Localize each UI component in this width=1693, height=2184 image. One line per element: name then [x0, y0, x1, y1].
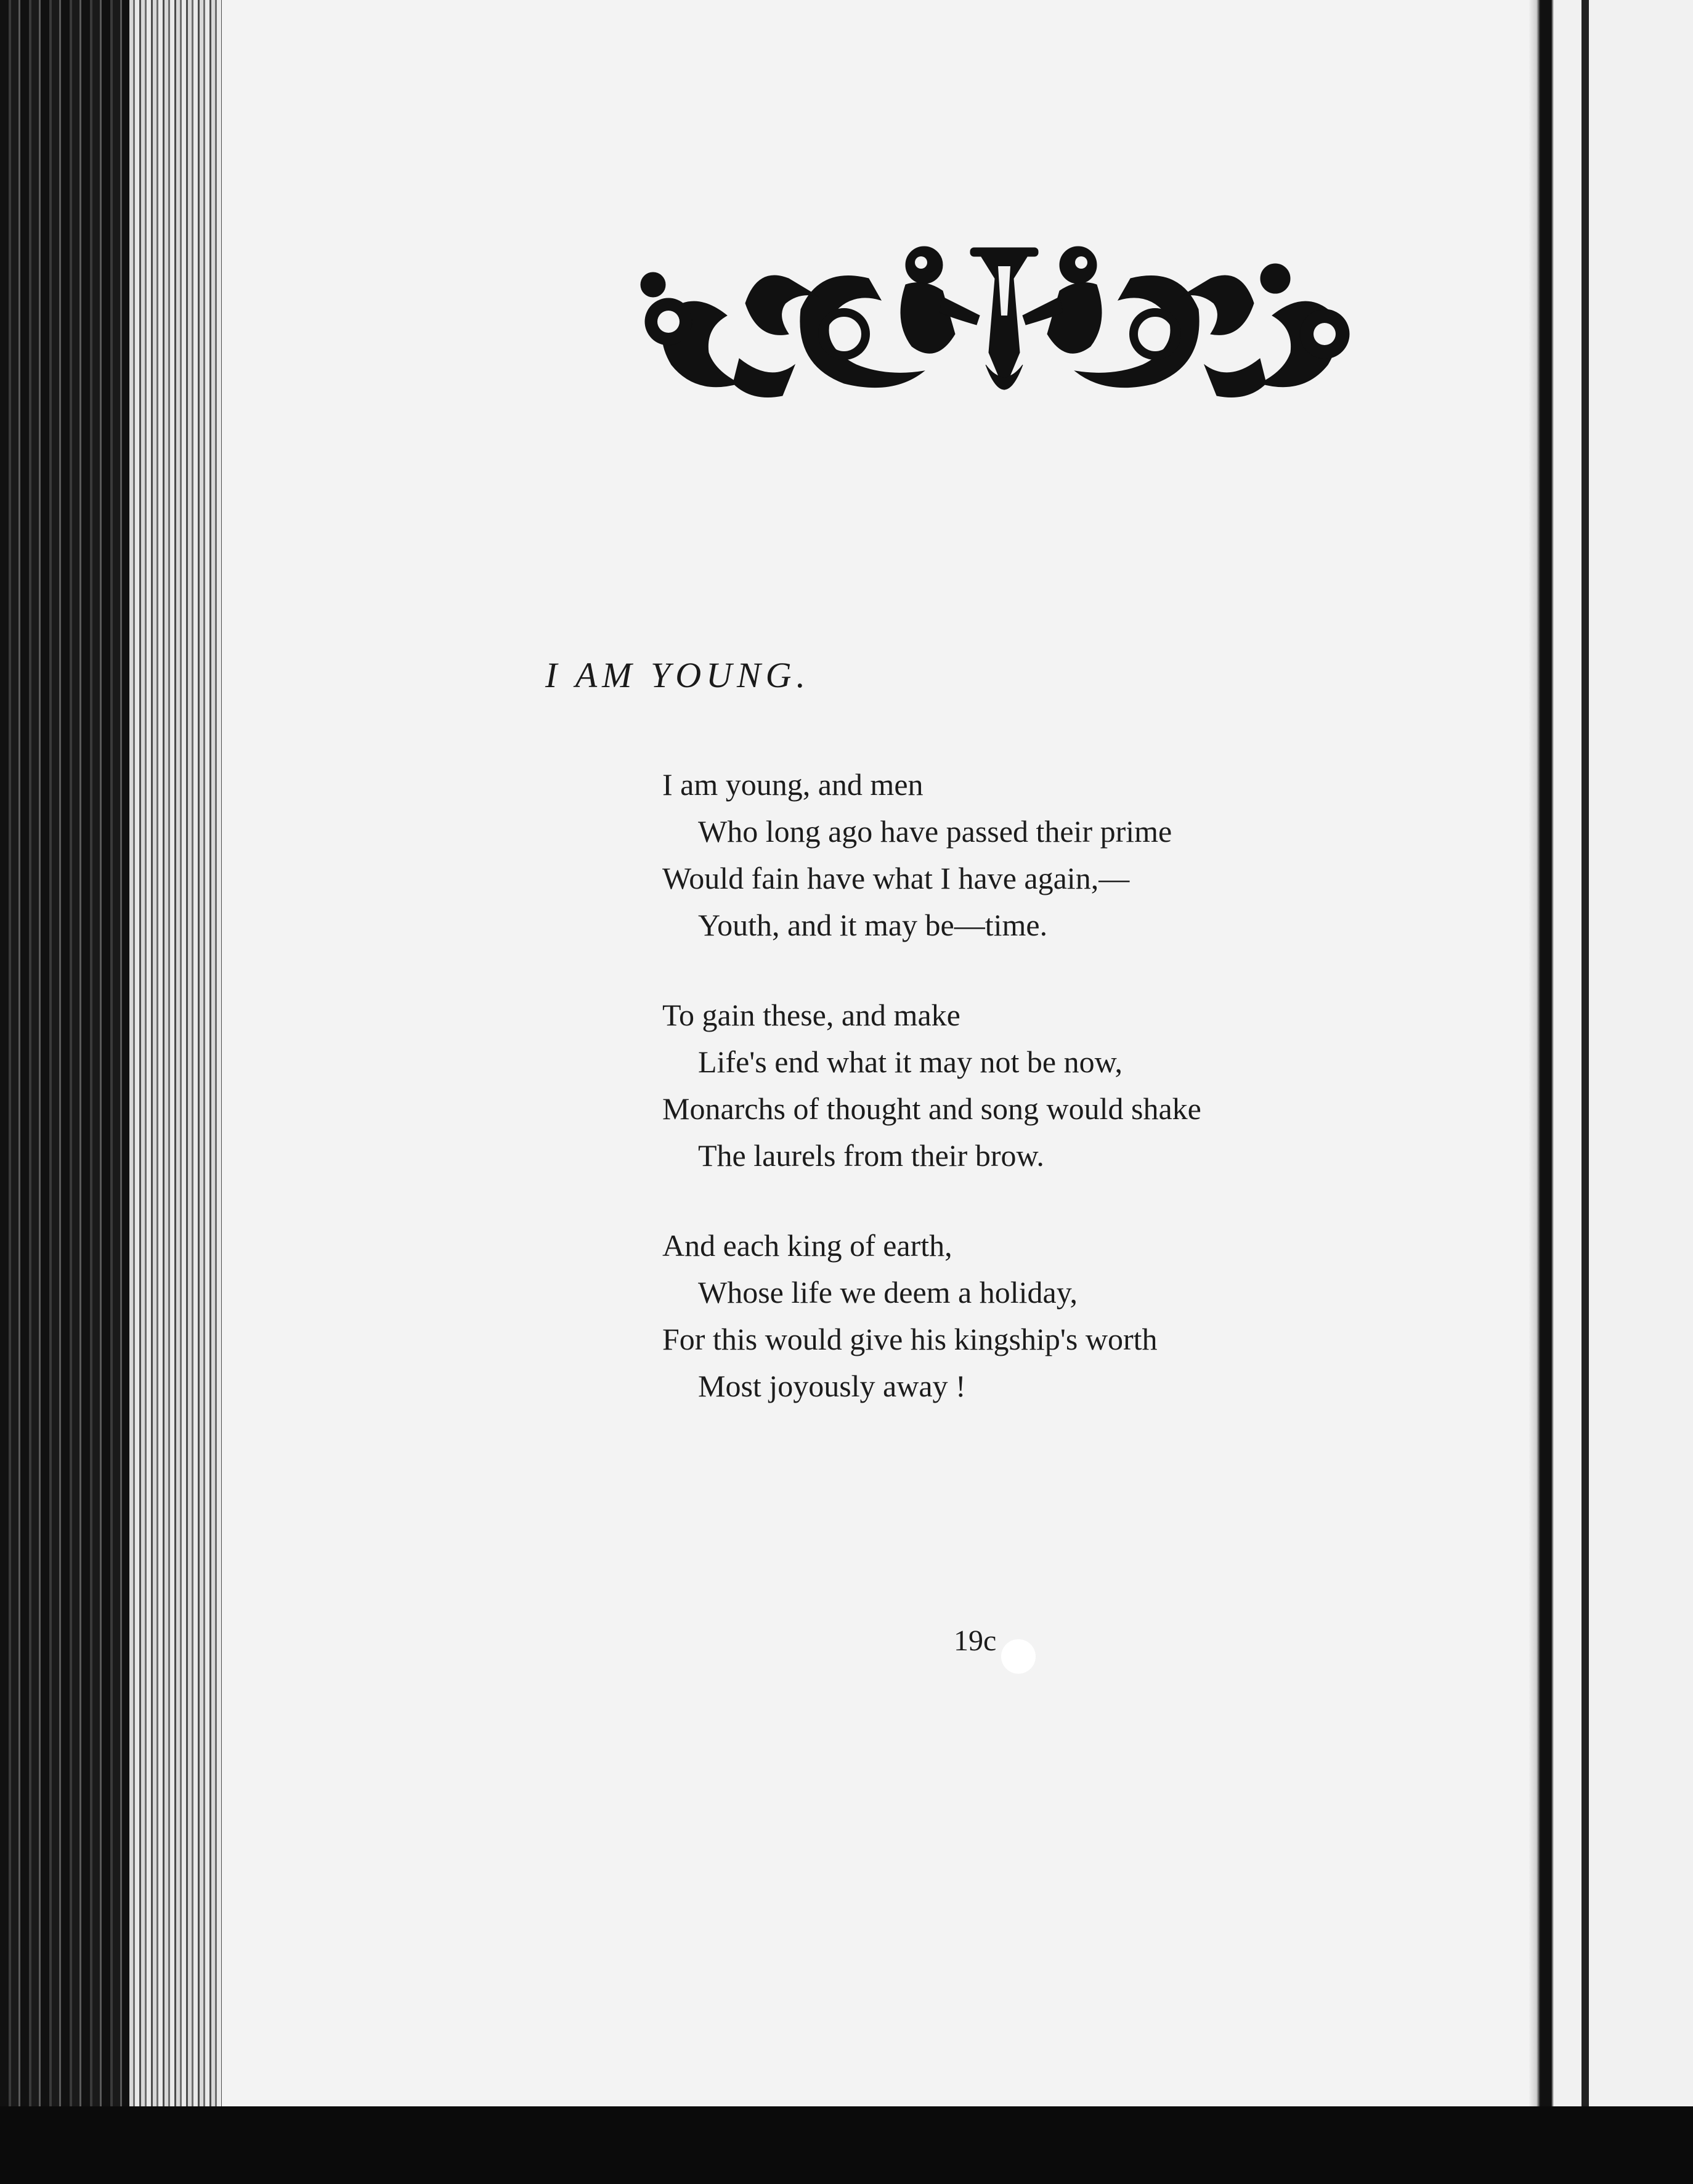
- scan-blot: [1001, 1639, 1036, 1674]
- poem-body: [662, 761, 1371, 1453]
- poem-line: Youth, and it may be—time.: [698, 908, 1048, 942]
- decorative-headpiece-icon: [635, 242, 1365, 414]
- poem-line: And each king of earth,: [662, 1228, 952, 1263]
- scan-bottom-border: [0, 2106, 1693, 2184]
- poem-line: Whose life we deem a holiday,: [698, 1275, 1078, 1310]
- poem-line: Who long ago have passed their prime: [698, 814, 1172, 849]
- poem-line: To gain these, and make: [662, 998, 960, 1032]
- stanza: [662, 1222, 1371, 1409]
- page-number: 19c: [954, 1624, 997, 1657]
- poem-line: I am young, and men: [662, 767, 924, 802]
- poem-line: The laurels from their brow.: [698, 1138, 1044, 1173]
- facing-page-edge: [1554, 0, 1693, 2106]
- stanza: [662, 992, 1371, 1179]
- poem-line: Life's end what it may not be now,: [698, 1045, 1123, 1079]
- poem-title: I AM YOUNG.: [545, 655, 811, 695]
- book-page-edges: [0, 0, 228, 2184]
- poem-line: Would fain have what I have again,—: [662, 861, 1130, 895]
- poem-line: Monarchs of thought and song would shake: [662, 1091, 1201, 1126]
- book-spine-gutter: [1529, 0, 1554, 2106]
- stanza: [662, 761, 1371, 948]
- poem-line: For this would give his kingship's worth: [662, 1322, 1158, 1356]
- poem-line: Most joyously away !: [698, 1369, 966, 1403]
